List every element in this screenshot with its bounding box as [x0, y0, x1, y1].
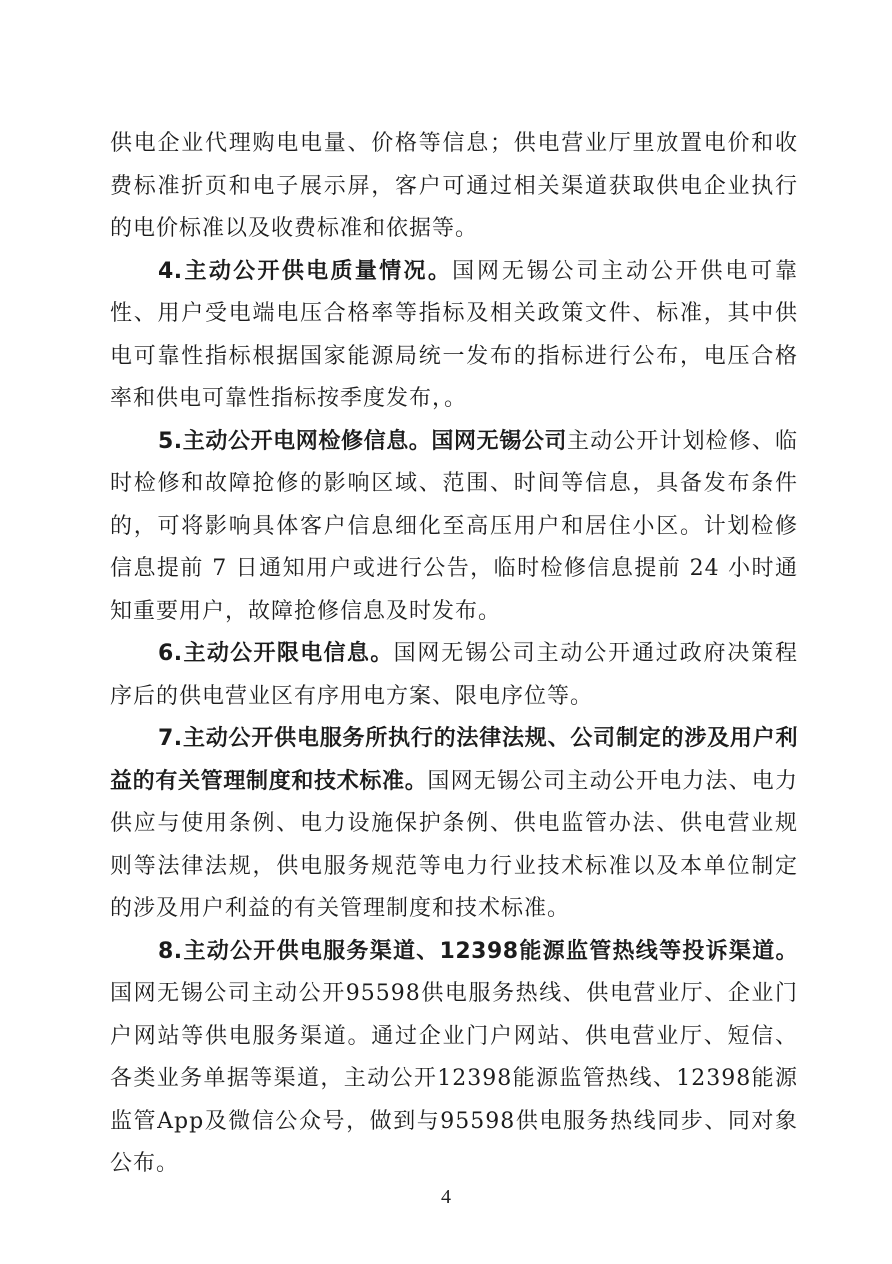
document-body — [110, 123, 798, 1186]
paragraph-laws-standards — [110, 718, 798, 931]
page-number: 4 — [441, 1186, 451, 1208]
paragraph-body: 国网无锡公司主动公开95598供电服务热线、供电营业厅、企业门户网站等供电服务渠道。通过企业门户网站、供电营业厅、短信、各类业务单据等渠道，主动公开12398能源监管热线、12398能源监管App及微信公众号，做到与95598供电服务热线同步、同对象公布。 — [110, 981, 798, 1176]
paragraph-body: 国网无锡公司主动公开供电可靠性、用户受电端电压合格率等指标及相关政策文件、标准，其中供电可靠性指标根据国家能源局统一发布的指标进行公布，电压合格率和供电可靠性指标按季度发布，。 — [110, 258, 798, 411]
paragraph-heading: 8.主动公开供电服务渠道、12398能源监管热线等投诉渠道。 — [158, 938, 798, 964]
paragraph-heading: 6.主动公开限电信息。 — [158, 641, 394, 666]
paragraph-body: 供电企业代理购电电量、价格等信息；供电营业厅里放置电价和收费标准折页和电子展示屏，客户可通过相关渠道获取供电企业执行的电价标准以及收费标准和依据等。 — [110, 131, 798, 241]
paragraph-continued — [110, 123, 798, 251]
paragraph-service-channels — [110, 931, 798, 1186]
paragraph-grid-maintenance — [110, 421, 798, 634]
paragraph-power-quality — [110, 251, 798, 421]
paragraph-heading: 5.主动公开电网检修信息。国网无锡公司 — [158, 428, 568, 454]
paragraph-body: 国网无锡公司主动公开通过政府决策程序后的供电营业区有序用电方案、限电序位等。 — [110, 641, 798, 709]
paragraph-body: 主动公开计划检修、临时检修和故障抢修的影响区域、范围、时间等信息，具备发布条件的，可将影响具体客户信息细化至高压用户和居住小区。计划检修信息提前 7 日通知用户或进行公告，临时检修信息提前 24 小时通知重要用户，故障抢修信息及时发布。 — [110, 428, 798, 624]
paragraph-body: 国网无锡公司主动公开电力法、电力供应与使用条例、电力设施保护条例、供电监管办法、供电营业规则等法律法规，供电服务规范等电力行业技术标准以及本单位制定的涉及用户利益的有关管理制度和技术标准。 — [110, 768, 798, 921]
paragraph-heading: 7.主动公开供电服务所执行的法律法规、公司制定的涉及用户利益的有关管理制度和技术标准。 — [110, 726, 798, 794]
paragraph-power-restriction — [110, 633, 798, 718]
paragraph-heading: 4.主动公开供电质量情况。 — [158, 258, 453, 284]
